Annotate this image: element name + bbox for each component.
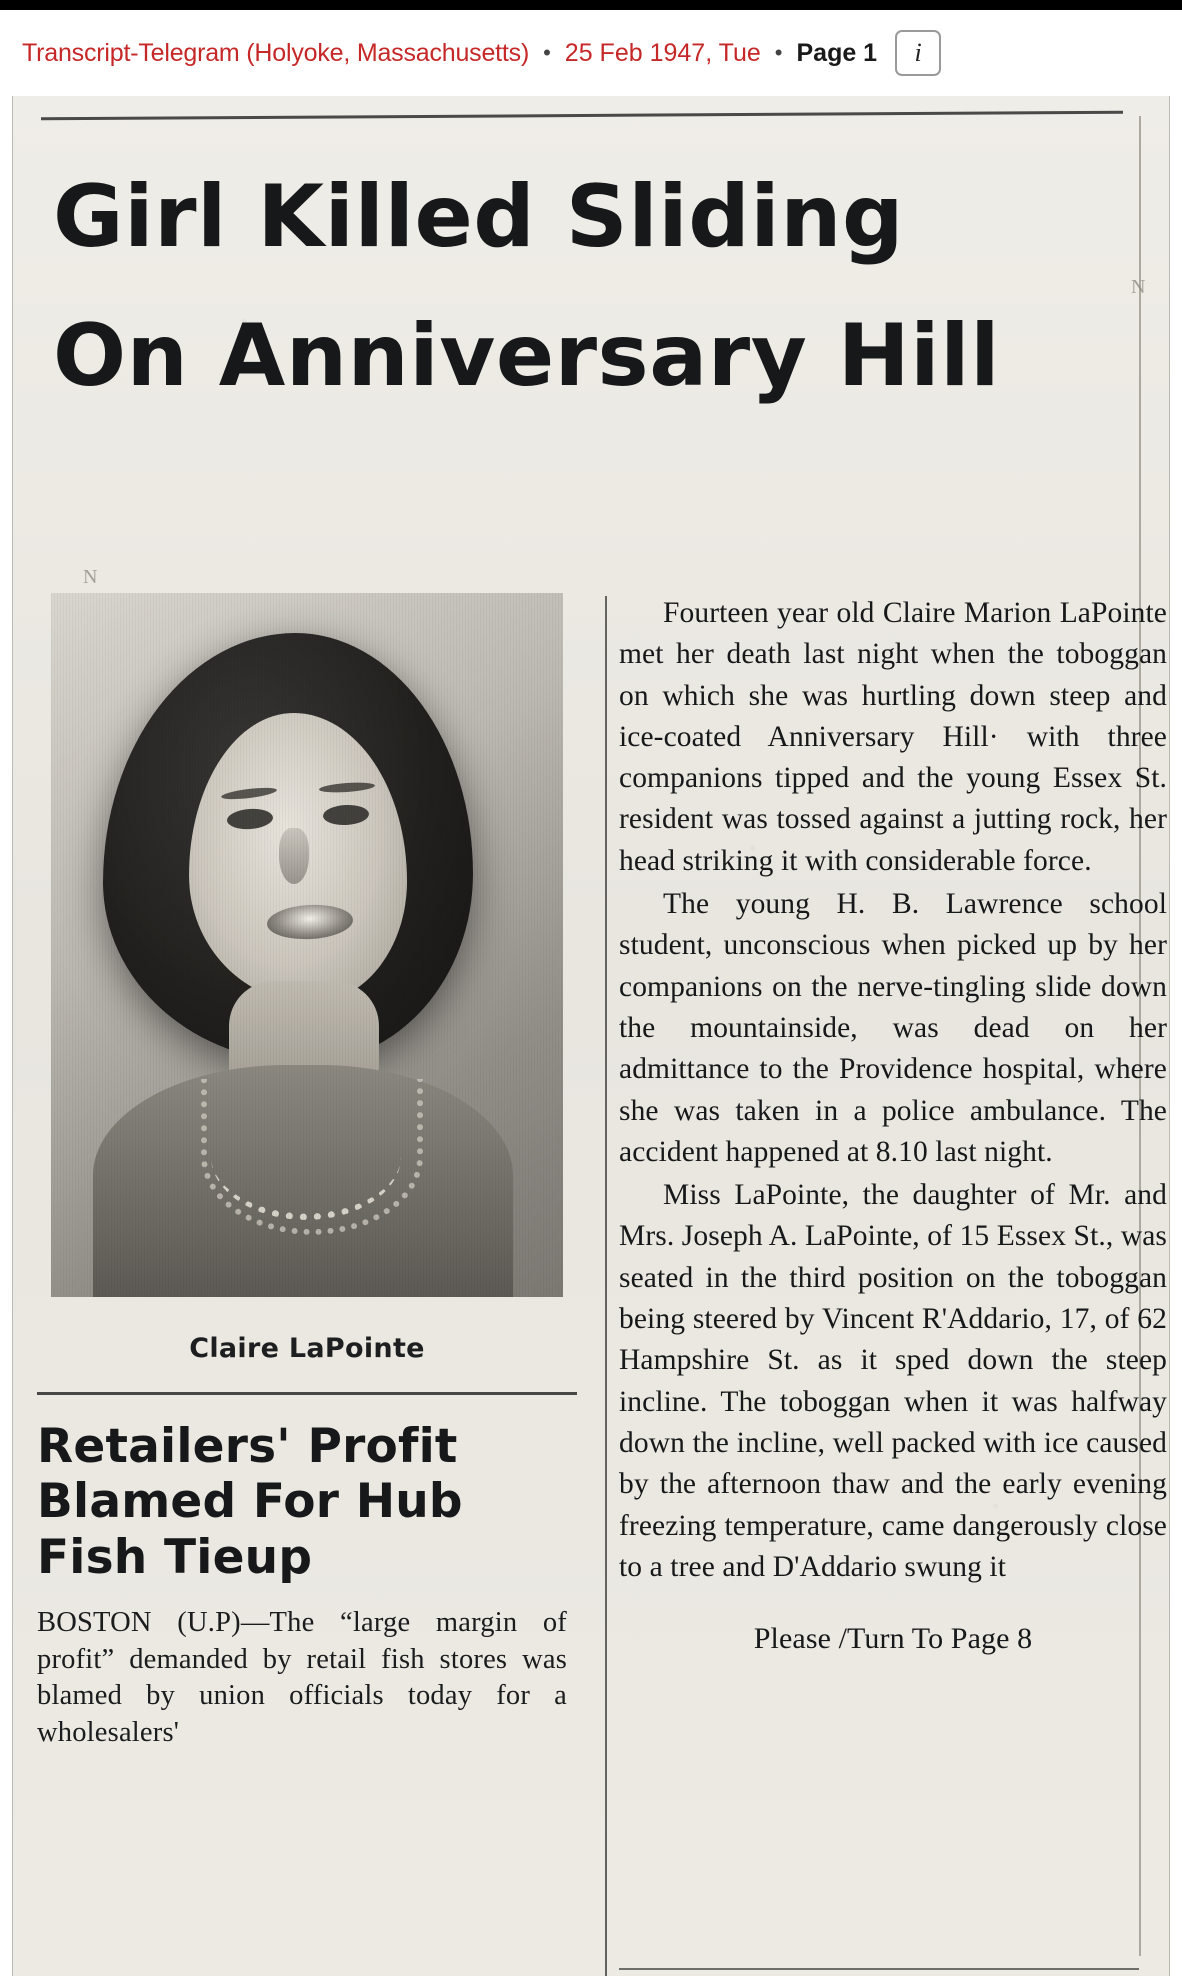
secondary-headline [37, 1419, 577, 1585]
header-separator-2: • [774, 40, 783, 65]
headline-line-2: On Anniversary Hill [53, 306, 1001, 407]
photo-caption: Claire LaPointe [189, 1333, 425, 1364]
article-paragraph-1: Fourteen year old Claire Marion LaPointe met her death last night when the toboggan on which she was hurtling down steep and ice-coated Anniversary Hill· with three companions tipped and the young Essex St. resident was tossed against a jutting rock, her head striking it with considerable force. [619, 597, 1167, 877]
article-paragraph-2: The young H. B. Lawrence school student, unconscious when picked up by her companions on the nerve-tingling slide down the mountainside, was dead on her admittance to the Providence hospital, where she was taken in a police ambulance. The accident happened at 8.10 last night. [619, 888, 1167, 1168]
header-separator-1: • [543, 40, 551, 65]
main-article-text [619, 593, 1167, 1660]
margin-mark-right: N [1131, 276, 1146, 298]
info-icon[interactable]: i [895, 30, 941, 76]
margin-mark-left: N [83, 566, 98, 588]
photo-halftone-grain [51, 593, 563, 1297]
article-paragraph-3: Miss LaPointe, the daughter of Mr. and Mrs. Joseph A. LaPointe, of 15 Essex St., was seated in the third position on the toboggan being steered by Vincent R'Addario, 17, of 62 Hampshire St. as it sped down the steep incline. The toboggan when it was halfway down the incline, well packed with ice caused by the afternoon thaw and the early evening freezing temperature, came dangerously close to a tree and D'Addario swung it [619, 1179, 1167, 1583]
publication-link[interactable]: Transcript-Telegram (Holyoke, Massachusetts) [22, 38, 530, 67]
page-number-label: Page 1 [796, 38, 878, 67]
column-divider-rule [37, 1392, 577, 1395]
headline-line-1: Girl Killed Sliding [53, 167, 905, 267]
photo-column [37, 593, 577, 1751]
bottom-rule [619, 1968, 1139, 1970]
secondary-headline-line-3: Fish Tieup [37, 1529, 313, 1585]
top-black-bar [0, 0, 1182, 10]
secondary-article-body: BOSTON (U.P)—The “large margin of profit” demanded by retail fish stores was blamed by union officials today for a wholesalers' [37, 1607, 567, 1748]
continuation-notice: Please /Turn To Page 8 [753, 1622, 1033, 1656]
vertical-column-rule [605, 596, 607, 1976]
newspaper-scan[interactable] [12, 96, 1170, 1976]
secondary-headline-line-2: Blamed For Hub [37, 1474, 463, 1530]
top-horizontal-rule [41, 111, 1123, 121]
secondary-headline-line-1: Retailers' Profit [37, 1419, 458, 1474]
clipping-header [0, 10, 1182, 96]
issue-date-link[interactable]: 25 Feb 1947, Tue [564, 38, 761, 67]
portrait-photo [51, 593, 563, 1297]
article-headline [53, 148, 1113, 427]
